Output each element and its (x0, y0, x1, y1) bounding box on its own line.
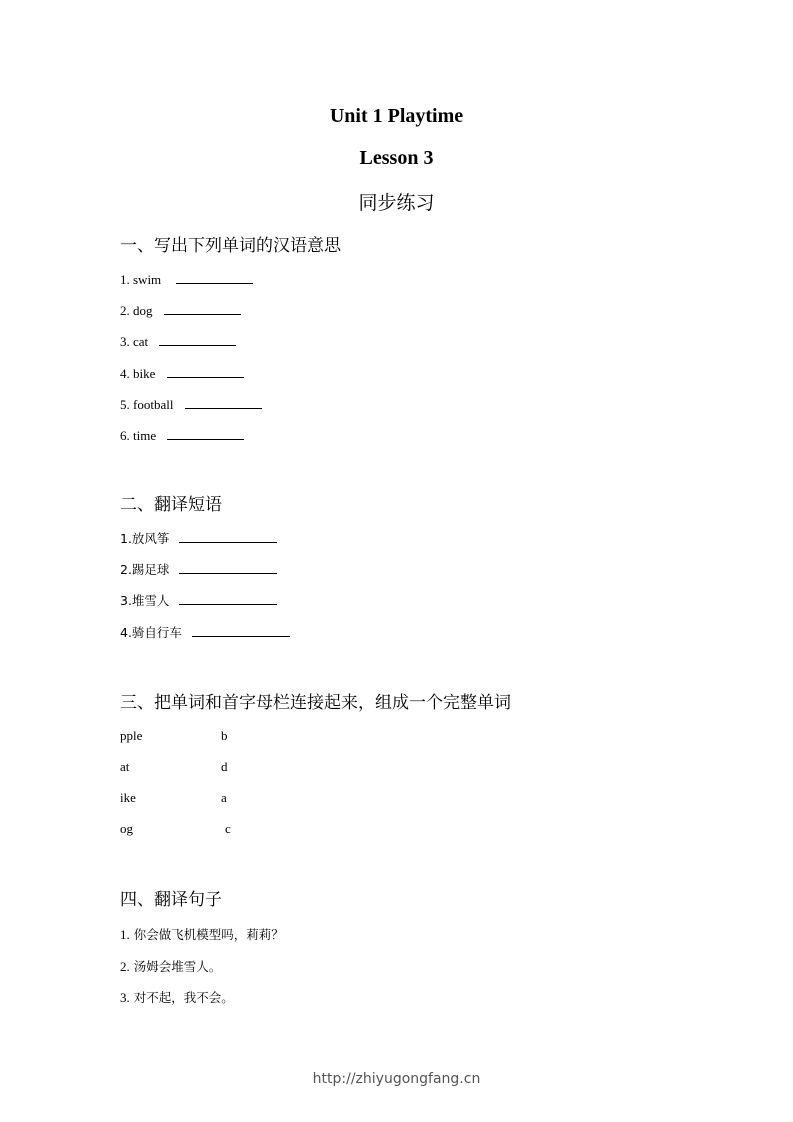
answer-blank[interactable] (167, 426, 244, 440)
answer-blank[interactable] (176, 270, 253, 284)
sentence-item (120, 957, 221, 975)
sentence-number: 1. (120, 927, 130, 942)
sentence-text: 对不起，我不会。 (133, 990, 234, 1005)
sentence-item (120, 988, 234, 1006)
footer-url: http://zhiyugongfang.cn (312, 1071, 481, 1087)
vocab-word: 6. time (120, 428, 157, 443)
match-word-fragment[interactable]: og (120, 821, 133, 836)
phrase-item (120, 529, 277, 547)
vocab-word: 2. dog (120, 303, 153, 318)
phrase-text: 1.放风筝 (120, 531, 170, 546)
phrase-text: 3.堆雪人 (120, 593, 170, 608)
answer-blank[interactable] (179, 529, 277, 543)
match-letter[interactable]: b (221, 728, 228, 743)
answer-blank[interactable] (192, 623, 290, 637)
vocab-item-time (120, 426, 244, 444)
sentence-text: 汤姆会堆雪人。 (133, 959, 222, 974)
vocab-word: 1. swim (120, 272, 162, 287)
answer-blank[interactable] (179, 591, 277, 605)
match-word-fragment[interactable]: pple (120, 728, 143, 743)
sentence-number: 2. (120, 959, 130, 974)
vocab-item-dog (120, 301, 241, 319)
answer-blank[interactable] (185, 395, 262, 409)
vocab-word: 5. football (120, 397, 174, 412)
worksheet-subtitle: 同步练习 (358, 192, 435, 214)
phrase-item (120, 560, 277, 578)
answer-blank[interactable] (179, 560, 277, 574)
match-letter[interactable]: c (225, 821, 231, 836)
match-word-fragment[interactable]: ike (120, 790, 136, 805)
section-1-heading: 一、写出下列单词的汉语意思 (120, 236, 341, 256)
vocab-item-bike (120, 364, 244, 382)
vocab-item-swim (120, 270, 253, 288)
vocab-item-cat (120, 332, 236, 350)
match-word-fragment[interactable]: at (120, 759, 130, 774)
section-3-heading: 三、把单词和首字母栏连接起来，组成一个完整单词 (120, 693, 511, 713)
match-letter[interactable]: d (221, 759, 228, 774)
phrase-item (120, 591, 277, 609)
lesson-title: Lesson 3 (359, 147, 434, 169)
vocab-word: 3. cat (120, 334, 149, 349)
sentence-text: 你会做飞机模型吗，莉莉？ (133, 927, 284, 942)
page-title: Unit 1 Playtime (329, 105, 464, 127)
phrase-item (120, 623, 290, 641)
sentence-number: 3. (120, 990, 130, 1005)
answer-blank[interactable] (159, 332, 236, 346)
section-4-heading: 四、翻译句子 (120, 890, 222, 910)
vocab-word: 4. bike (120, 366, 156, 381)
match-letter[interactable]: a (221, 790, 227, 805)
section-2-heading: 二、翻译短语 (120, 495, 222, 515)
vocab-item-football (120, 395, 262, 413)
sentence-item (120, 925, 284, 943)
answer-blank[interactable] (164, 301, 241, 315)
answer-blank[interactable] (167, 364, 244, 378)
phrase-text: 2.踢足球 (120, 562, 170, 577)
phrase-text: 4.骑自行车 (120, 625, 182, 640)
